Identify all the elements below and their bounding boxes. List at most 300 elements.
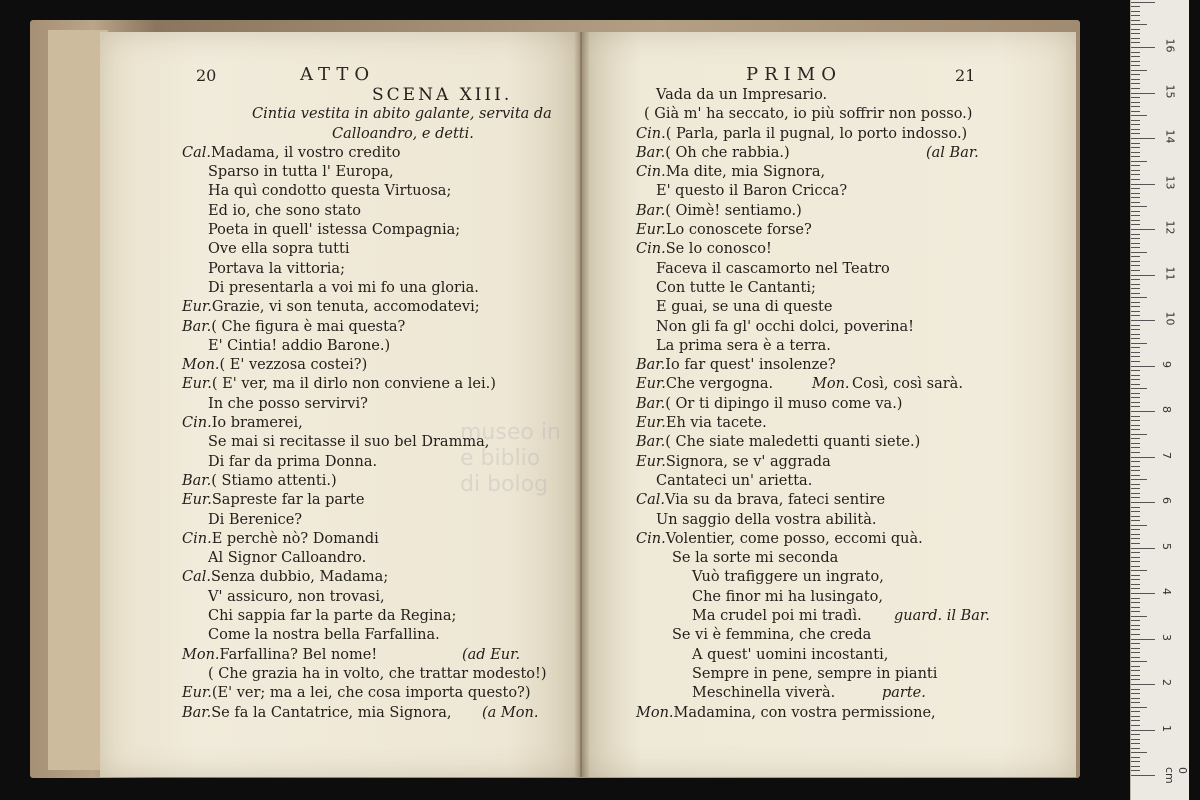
ruler-tick <box>1131 311 1140 312</box>
text-line <box>182 549 562 568</box>
ruler-tick <box>1131 720 1140 721</box>
ruler-tick <box>1131 770 1140 771</box>
ruler-tick <box>1131 238 1140 239</box>
ruler-tick <box>1131 184 1155 185</box>
line-text: Sempre in pene, sempre in pianti <box>692 665 938 682</box>
ruler-tick <box>1131 684 1155 685</box>
stage-direction: (a Mon. <box>482 704 539 721</box>
speaker-label: Eur. <box>182 685 212 702</box>
ruler-tick <box>1131 102 1140 103</box>
ruler-label: 12 <box>1163 220 1177 235</box>
line-text: Signora, se v' aggrada <box>665 453 831 470</box>
ruler-tick <box>1131 416 1140 417</box>
text-line <box>182 105 562 124</box>
ruler-tick <box>1131 211 1140 212</box>
ruler-tick <box>1131 529 1140 530</box>
ruler-tick <box>1131 179 1140 180</box>
line-text: Se mai si recitasse il suo bel Dramma, <box>208 434 490 451</box>
ruler-tick <box>1131 666 1140 667</box>
text-line <box>636 626 1036 645</box>
ruler-tick <box>1131 761 1140 762</box>
ruler-tick <box>1131 648 1140 649</box>
right-page-text <box>636 86 1036 723</box>
speaker-label: Mon. <box>182 646 220 663</box>
ruler-tick <box>1131 748 1140 749</box>
ruler-tick <box>1131 270 1140 271</box>
ruler-label: 4 <box>1160 588 1173 595</box>
ruler-tick <box>1131 502 1155 503</box>
line-text: E perchè nò? Domandi <box>211 530 379 547</box>
ruler-tick <box>1131 425 1140 426</box>
ruler-tick <box>1131 88 1140 89</box>
line-text: Calloandro, e detti. <box>332 125 474 142</box>
ruler-tick <box>1131 620 1140 621</box>
ruler-tick <box>1131 306 1140 307</box>
ruler-tick <box>1131 497 1140 498</box>
text-line <box>636 182 1036 201</box>
ruler-tick <box>1131 288 1140 289</box>
ruler-label: 3 <box>1160 633 1173 641</box>
text-line <box>182 221 562 240</box>
ruler-tick <box>1131 429 1140 430</box>
measuring-ruler <box>1130 0 1189 800</box>
speaker-label: Cin. <box>636 241 666 258</box>
right-running-head: PRIMO <box>746 64 842 85</box>
watermark-line: museo in <box>460 420 561 445</box>
line-text: ( Già m' ha seccato, io più soffrir non posso.) <box>644 106 973 123</box>
ruler-tick <box>1131 188 1140 189</box>
line-text: A quest' uomini incostanti, <box>692 646 889 663</box>
ruler-tick <box>1131 38 1140 39</box>
ruler-tick <box>1131 443 1140 444</box>
ruler-tick <box>1131 61 1140 62</box>
ruler-tick <box>1131 379 1140 380</box>
ruler-tick <box>1131 265 1140 266</box>
ruler-tick <box>1131 447 1140 448</box>
ruler-tick <box>1131 516 1140 517</box>
text-line <box>636 279 1036 298</box>
ruler-tick <box>1131 698 1140 699</box>
text-line <box>636 221 1036 240</box>
line-text: Se vi è femmina, che creda <box>672 627 872 644</box>
ruler-tick <box>1131 484 1140 485</box>
line-text: Madamina, con vostra permissione, <box>673 704 936 721</box>
line-text: Un saggio della vostra abilità. <box>656 511 877 528</box>
ruler-tick <box>1131 711 1140 712</box>
speaker-label: Eur. <box>182 492 212 509</box>
ruler-tick <box>1131 384 1140 385</box>
watermark-line: di bolog <box>460 472 549 497</box>
line-text: ( Oh che rabbia.) <box>665 144 790 161</box>
speaker-label: Mon. <box>636 704 674 721</box>
text-line <box>182 511 562 530</box>
ruler-tick <box>1131 393 1140 394</box>
ruler-tick <box>1131 557 1140 558</box>
text-line <box>636 530 1036 549</box>
text-line <box>636 453 1036 472</box>
ruler-tick <box>1131 138 1155 139</box>
ruler-tick <box>1131 297 1147 298</box>
text-line <box>636 298 1036 317</box>
ruler-tick <box>1131 675 1140 676</box>
ruler-tick <box>1131 74 1140 75</box>
text-line <box>636 433 1036 452</box>
ruler-label: 15 <box>1163 84 1177 98</box>
ruler-tick <box>1131 275 1155 276</box>
line-text: Che vergogna. <box>665 376 774 393</box>
ruler-tick <box>1131 256 1140 257</box>
line-text: ( Stiamo attenti.) <box>211 472 337 489</box>
ruler-tick <box>1131 33 1140 34</box>
speaker-label: Bar. <box>182 704 212 721</box>
ruler-tick <box>1131 757 1140 758</box>
line-text: Ha quì condotto questa Virtuosa; <box>208 183 452 200</box>
text-line <box>182 279 562 298</box>
text-line <box>182 144 562 163</box>
ruler-tick <box>1131 215 1140 216</box>
ruler-tick <box>1131 611 1140 612</box>
speaker-label: Bar. <box>636 144 666 161</box>
line-text: Via su da brava, fateci sentire <box>665 492 886 509</box>
text-line <box>182 704 562 723</box>
ruler-tick <box>1131 538 1140 539</box>
ruler-tick <box>1131 338 1140 339</box>
stage-direction: (ad Eur. <box>462 646 521 663</box>
left-running-head: ATTO <box>300 64 376 85</box>
ruler-tick <box>1131 566 1140 567</box>
ruler-tick <box>1131 293 1140 294</box>
text-line <box>636 163 1036 182</box>
ruler-tick <box>1131 534 1140 535</box>
ruler-tick <box>1131 284 1140 285</box>
speaker-label: Bar. <box>636 202 666 219</box>
ruler-tick <box>1131 2 1155 3</box>
speaker-label: Bar. <box>182 472 212 489</box>
ruler-tick <box>1131 479 1147 480</box>
speaker-label: Cin. <box>636 125 666 142</box>
ruler-tick <box>1131 725 1140 726</box>
text-line <box>636 568 1036 587</box>
line-text: Cantateci un' arietta. <box>656 472 813 489</box>
ruler-tick <box>1131 347 1140 348</box>
ruler-tick <box>1131 315 1140 316</box>
ruler-tick <box>1131 224 1140 225</box>
ruler-tick <box>1131 593 1155 594</box>
speaker-label: Bar. <box>636 357 666 374</box>
text-line <box>636 607 1036 626</box>
line-text: V' assicuro, non trovasi, <box>208 588 385 605</box>
ruler-tick <box>1131 161 1147 162</box>
ruler-tick <box>1131 634 1140 635</box>
line-text: Con tutte le Cantanti; <box>656 279 816 296</box>
ruler-tick <box>1131 156 1140 157</box>
ruler-tick <box>1131 356 1140 357</box>
ruler-tick <box>1131 133 1140 134</box>
watermark <box>460 420 561 498</box>
ruler-tick <box>1131 470 1140 471</box>
text-line <box>182 125 562 144</box>
line-text: Faceva il cascamorto nel Teatro <box>656 260 890 277</box>
ruler-tick <box>1131 734 1140 735</box>
ruler-tick <box>1131 420 1140 421</box>
text-line <box>182 375 562 394</box>
ruler-tick <box>1131 607 1140 608</box>
ruler-tick <box>1131 730 1155 731</box>
line-text: Vuò trafiggere un ingrato, <box>692 569 884 586</box>
ruler-label: 10 <box>1163 311 1177 326</box>
ruler-tick <box>1131 197 1140 198</box>
line-text: Di presentarla a voi mi fo una gloria. <box>208 279 479 296</box>
speaker-label: Cin. <box>182 415 212 432</box>
ruler-tick <box>1131 397 1140 398</box>
line-text: Se fa la Cantatrice, mia Signora, <box>211 704 452 721</box>
speaker-label: Eur. <box>636 222 666 239</box>
ruler-tick <box>1131 561 1140 562</box>
ruler-tick <box>1131 120 1140 121</box>
ruler-tick <box>1131 83 1140 84</box>
ruler-label: 14 <box>1163 129 1177 144</box>
ruler-tick <box>1131 520 1140 521</box>
ruler-tick <box>1131 588 1140 589</box>
ruler-tick <box>1131 52 1140 53</box>
ruler-tick <box>1131 234 1140 235</box>
text-line <box>182 530 562 549</box>
text-line <box>182 260 562 279</box>
ruler-tick <box>1131 579 1140 580</box>
ruler-tick <box>1131 643 1140 644</box>
speaker-label: Bar. <box>636 395 666 412</box>
text-line <box>182 318 562 337</box>
ruler-tick <box>1131 170 1140 171</box>
ruler-tick <box>1131 493 1140 494</box>
ruler-tick <box>1131 193 1140 194</box>
line-text: Se la sorte mi seconda <box>672 550 839 567</box>
line-text: Ed io, che sono stato <box>208 202 362 219</box>
ruler-label: 13 <box>1163 175 1177 189</box>
text-line <box>182 626 562 645</box>
text-line <box>182 665 562 684</box>
ruler-tick <box>1131 689 1140 690</box>
ruler-tick <box>1131 97 1140 98</box>
ruler-tick <box>1131 320 1155 321</box>
line-text: ( Parla, parla il pugnal, lo porto indosso.) <box>665 125 968 142</box>
stage-direction: parte. <box>882 685 926 702</box>
line-text: ( Che figura è mai questa? <box>211 318 406 335</box>
ruler-tick <box>1131 29 1140 30</box>
text-line <box>636 684 1036 703</box>
ruler-tick <box>1131 361 1140 362</box>
left-page-number: 20 <box>196 66 217 85</box>
ruler-label: 6 <box>1160 497 1173 504</box>
text-line <box>636 646 1036 665</box>
ruler-tick <box>1131 375 1140 376</box>
ruler-tick <box>1131 261 1140 262</box>
ruler-tick <box>1131 702 1140 703</box>
ruler-tick <box>1131 24 1147 25</box>
ruler-tick <box>1131 65 1140 66</box>
ruler-tick <box>1131 466 1140 467</box>
line-text: ( E' ver, ma il dirlo non conviene a lei.) <box>211 376 496 393</box>
line-text: E' Cintia! addio Barone.) <box>208 337 391 354</box>
ruler-tick <box>1131 42 1140 43</box>
text-line <box>636 86 1036 105</box>
speaker-label: Eur. <box>636 376 666 393</box>
text-line <box>182 646 562 665</box>
text-line <box>182 182 562 201</box>
speaker-label: Cin. <box>182 530 212 547</box>
text-line <box>636 105 1036 124</box>
ruler-label: 1 <box>1160 724 1173 732</box>
line-text: ( Che grazia ha in volto, che trattar modesto!) <box>208 665 547 682</box>
ruler-tick <box>1131 775 1155 776</box>
text-line <box>182 163 562 182</box>
ruler-tick <box>1131 388 1147 389</box>
ruler-tick <box>1131 598 1140 599</box>
ruler-tick <box>1131 247 1140 248</box>
ruler-tick <box>1131 343 1147 344</box>
ruler-tick <box>1131 625 1140 626</box>
ruler-tick <box>1131 106 1140 107</box>
ruler-tick <box>1131 575 1140 576</box>
ruler-tick <box>1131 124 1140 125</box>
ruler-tick <box>1131 452 1140 453</box>
line-text: Poeta in quell' istessa Compagnia; <box>208 222 461 239</box>
line-text: Io far quest' insolenze? <box>665 357 836 374</box>
left-page-text <box>182 86 562 723</box>
line-text: Io bramerei, <box>211 415 303 432</box>
text-line <box>182 607 562 626</box>
text-line <box>182 588 562 607</box>
ruler-tick <box>1131 15 1140 16</box>
ruler-tick <box>1131 243 1140 244</box>
line-text: Sapreste far la parte <box>211 492 365 509</box>
ruler-tick <box>1131 370 1140 371</box>
ruler-tick <box>1131 111 1140 112</box>
ruler-tick <box>1131 457 1155 458</box>
ruler-tick <box>1131 543 1140 544</box>
ruler-label: 8 <box>1160 406 1173 413</box>
ruler-tick <box>1131 570 1147 571</box>
ruler-tick <box>1131 165 1140 166</box>
line-text: Portava la vittoria; <box>208 260 345 277</box>
text-line <box>636 414 1036 433</box>
ruler-tick <box>1131 206 1147 207</box>
line-text: Che finor mi ha lusingato, <box>692 588 883 605</box>
ruler-tick <box>1131 20 1140 21</box>
ruler-tick <box>1131 548 1155 549</box>
ruler-tick <box>1131 352 1140 353</box>
speaker-label: Mon. <box>182 357 220 374</box>
speaker-label: Cal. <box>636 492 665 509</box>
text-line <box>182 240 562 259</box>
ruler-tick <box>1131 507 1140 508</box>
watermark-line: e biblio <box>460 446 541 471</box>
ruler-tick <box>1131 11 1140 12</box>
right-page-number: 21 <box>955 66 976 85</box>
text-line <box>636 549 1036 568</box>
line-text: SCENA XIII. <box>372 85 513 105</box>
stage-direction: (al Bar. <box>926 144 979 161</box>
ruler-tick <box>1131 115 1147 116</box>
ruler-label: 2 <box>1160 679 1173 686</box>
line-text: Ma crudel poi mi tradì. <box>692 608 862 625</box>
ruler-label: 0 cm <box>1163 767 1189 784</box>
stage-direction: Mon. <box>812 376 850 393</box>
ruler-tick <box>1131 220 1140 221</box>
ruler-tick <box>1131 6 1140 7</box>
ruler-tick <box>1131 152 1140 153</box>
speaker-label: Eur. <box>182 299 212 316</box>
ruler-label: 16 <box>1163 38 1177 53</box>
ruler-label: 9 <box>1160 360 1173 368</box>
text-line <box>636 337 1036 356</box>
ruler-tick <box>1131 657 1140 658</box>
line-text: Madama, il vostro credito <box>211 144 401 161</box>
ruler-tick <box>1131 402 1140 403</box>
text-line <box>636 318 1036 337</box>
line-text: Ma dite, mia Signora, <box>665 164 826 181</box>
ruler-tick <box>1131 93 1155 94</box>
line-text: Se lo conosco! <box>665 241 772 258</box>
ruler-tick <box>1131 302 1140 303</box>
ruler-tick <box>1131 329 1140 330</box>
ruler-tick <box>1131 475 1140 476</box>
ruler-tick <box>1131 707 1147 708</box>
text-line <box>182 395 562 414</box>
ruler-tick <box>1131 129 1140 130</box>
text-line <box>636 240 1036 259</box>
ruler-tick <box>1131 406 1140 407</box>
line-text: ( Or ti dipingo il muso come va.) <box>665 395 903 412</box>
line-text: E' questo il Baron Cricca? <box>656 183 848 200</box>
ruler-tick <box>1131 639 1155 640</box>
line-text: Eh via tacete. <box>665 415 767 432</box>
text-line <box>182 202 562 221</box>
speaker-label: Cin. <box>636 164 666 181</box>
ruler-tick <box>1131 438 1140 439</box>
line-text: Non gli fa gl' occhi dolci, poverina! <box>656 318 915 335</box>
ruler-tick <box>1131 679 1140 680</box>
text-line <box>636 511 1036 530</box>
book-gutter <box>574 32 590 777</box>
line-text: Grazie, vi son tenuta, accomodatevi; <box>211 299 480 316</box>
text-line <box>182 356 562 375</box>
line-text: Ove ella sopra tutti <box>208 241 350 258</box>
ruler-tick <box>1131 47 1155 48</box>
ruler-tick <box>1131 434 1147 435</box>
line-text: Vada da un Impresario. <box>656 87 828 103</box>
line-text: Sparso in tutta l' Europa, <box>208 164 394 181</box>
ruler-tick <box>1131 488 1140 489</box>
ruler-label: 5 <box>1160 542 1173 550</box>
text-line <box>636 395 1036 414</box>
line-text: Volentier, come posso, eccomi quà. <box>665 530 923 547</box>
speaker-label: Cal. <box>182 144 211 161</box>
text-line <box>182 684 562 703</box>
line-text: Di Berenice? <box>208 511 303 528</box>
ruler-tick <box>1131 616 1147 617</box>
ruler-tick <box>1131 766 1140 767</box>
line-text: Farfallina? Bel nome! <box>219 646 378 663</box>
text-line <box>636 665 1036 684</box>
ruler-tick <box>1131 143 1140 144</box>
line-text: ( E' vezzosa costei?) <box>219 357 368 374</box>
ruler-tick <box>1131 602 1140 603</box>
speaker-label: Cal. <box>182 569 211 586</box>
text-line <box>182 337 562 356</box>
text-line <box>182 86 562 105</box>
line-text: Senza dubbio, Madama; <box>211 569 389 586</box>
